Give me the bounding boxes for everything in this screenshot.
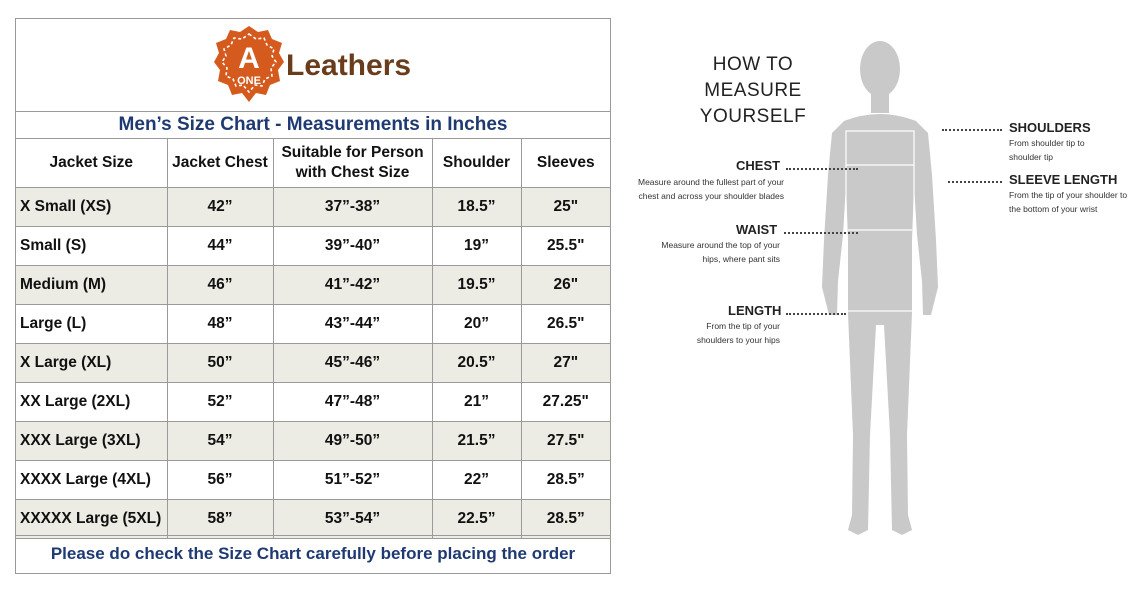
cell-shoulder: 20.5” xyxy=(432,344,521,383)
cell-jacket-chest: 42” xyxy=(167,188,273,227)
cell-shoulder: 19.5” xyxy=(432,266,521,305)
chest-label: CHEST xyxy=(736,158,781,173)
cell-shoulder: 18.5” xyxy=(432,188,521,227)
cell-shoulder: 22” xyxy=(432,461,521,500)
table-row xyxy=(16,227,610,266)
measure-guide xyxy=(620,0,1139,594)
cell-sleeves: 26.5" xyxy=(521,305,610,344)
cell-jacket-size: X Small (XS) xyxy=(16,188,167,227)
cell-shoulder: 21” xyxy=(432,383,521,422)
cell-suitable-chest: 51”-52” xyxy=(273,461,432,500)
shoulders-pointer xyxy=(942,129,1002,131)
cell-shoulder: 22.5” xyxy=(432,500,521,539)
waist-label: WAIST xyxy=(736,222,778,237)
table-row xyxy=(16,344,610,383)
logo-letter: A xyxy=(238,42,260,75)
cell-jacket-size: XXXXX Large (5XL) xyxy=(16,500,167,539)
cell-jacket-chest: 46” xyxy=(167,266,273,305)
shoulders-label: SHOULDERS xyxy=(1009,120,1091,135)
cell-jacket-size: XX Large (2XL) xyxy=(16,383,167,422)
header-jacket-size: Jacket Size xyxy=(16,139,167,188)
size-table xyxy=(16,138,610,539)
waist-desc: Measure around the top of your hips, where pant sits xyxy=(661,240,780,264)
header-jacket-chest: Jacket Chest xyxy=(167,139,273,188)
cell-shoulder: 20” xyxy=(432,305,521,344)
table-row xyxy=(16,188,610,227)
chart-title: Men’s Size Chart - Measurements in Inches xyxy=(16,111,610,139)
cell-jacket-size: Small (S) xyxy=(16,227,167,266)
cell-jacket-size: X Large (XL) xyxy=(16,344,167,383)
shoulders-desc: From shoulder tip to shoulder tip xyxy=(1009,138,1085,162)
header-suitable-chest: Suitable for Person with Chest Size xyxy=(273,139,432,188)
footer-note: Please do check the Size Chart carefully before placing the order xyxy=(16,535,610,573)
length-desc: From the tip of your shoulders to your hips xyxy=(696,321,780,345)
cell-suitable-chest: 45”-46” xyxy=(273,344,432,383)
header-row xyxy=(16,139,610,188)
waist-pointer xyxy=(784,232,858,234)
cell-jacket-chest: 44” xyxy=(167,227,273,266)
cell-jacket-size: XXXX Large (4XL) xyxy=(16,461,167,500)
header-sleeves: Sleeves xyxy=(521,139,610,188)
cell-suitable-chest: 53”-54” xyxy=(273,500,432,539)
cell-sleeves: 25.5" xyxy=(521,227,610,266)
table-row xyxy=(16,266,610,305)
cell-sleeves: 27.5" xyxy=(521,422,610,461)
table-row xyxy=(16,383,610,422)
sleeve-desc: From the tip of your shoulder to the bottom of your wrist xyxy=(1009,190,1128,214)
cell-jacket-chest: 58” xyxy=(167,500,273,539)
cell-suitable-chest: 39”-40” xyxy=(273,227,432,266)
sleeve-label: SLEEVE LENGTH xyxy=(1009,172,1118,187)
cell-suitable-chest: 47”-48” xyxy=(273,383,432,422)
brand-name: Leathers xyxy=(286,49,412,82)
cell-shoulder: 19” xyxy=(432,227,521,266)
cell-suitable-chest: 49”-50” xyxy=(273,422,432,461)
table-row xyxy=(16,305,610,344)
cell-jacket-chest: 56” xyxy=(167,461,273,500)
cell-jacket-chest: 50” xyxy=(167,344,273,383)
guide-title: HOW TO MEASURE YOURSELF xyxy=(699,54,807,127)
cell-sleeves: 28.5” xyxy=(521,461,610,500)
cell-jacket-size: Large (L) xyxy=(16,305,167,344)
table-row xyxy=(16,500,610,539)
cell-jacket-chest: 48” xyxy=(167,305,273,344)
leather-hide-logo-icon xyxy=(212,24,286,106)
cell-suitable-chest: 43”-44” xyxy=(273,305,432,344)
chest-desc: Measure around the fullest part of your chest and across your shoulder blades xyxy=(638,177,784,201)
cell-sleeves: 27.25" xyxy=(521,383,610,422)
sleeve-pointer xyxy=(948,181,1002,183)
logo-sub: ONE xyxy=(237,75,261,87)
cell-jacket-chest: 52” xyxy=(167,383,273,422)
cell-sleeves: 27" xyxy=(521,344,610,383)
cell-suitable-chest: 37”-38” xyxy=(273,188,432,227)
table-row xyxy=(16,461,610,500)
size-chart xyxy=(15,18,611,574)
logo-header xyxy=(16,19,610,112)
length-pointer xyxy=(786,313,846,315)
cell-jacket-size: Medium (M) xyxy=(16,266,167,305)
table-row xyxy=(16,422,610,461)
length-label: LENGTH xyxy=(728,303,782,318)
cell-sleeves: 26" xyxy=(521,266,610,305)
cell-jacket-chest: 54” xyxy=(167,422,273,461)
cell-suitable-chest: 41”-42” xyxy=(273,266,432,305)
cell-shoulder: 21.5” xyxy=(432,422,521,461)
human-silhouette-icon xyxy=(810,25,950,560)
header-shoulder: Shoulder xyxy=(432,139,521,188)
cell-sleeves: 28.5” xyxy=(521,500,610,539)
cell-sleeves: 25" xyxy=(521,188,610,227)
cell-jacket-size: XXX Large (3XL) xyxy=(16,422,167,461)
chest-pointer xyxy=(786,168,858,170)
